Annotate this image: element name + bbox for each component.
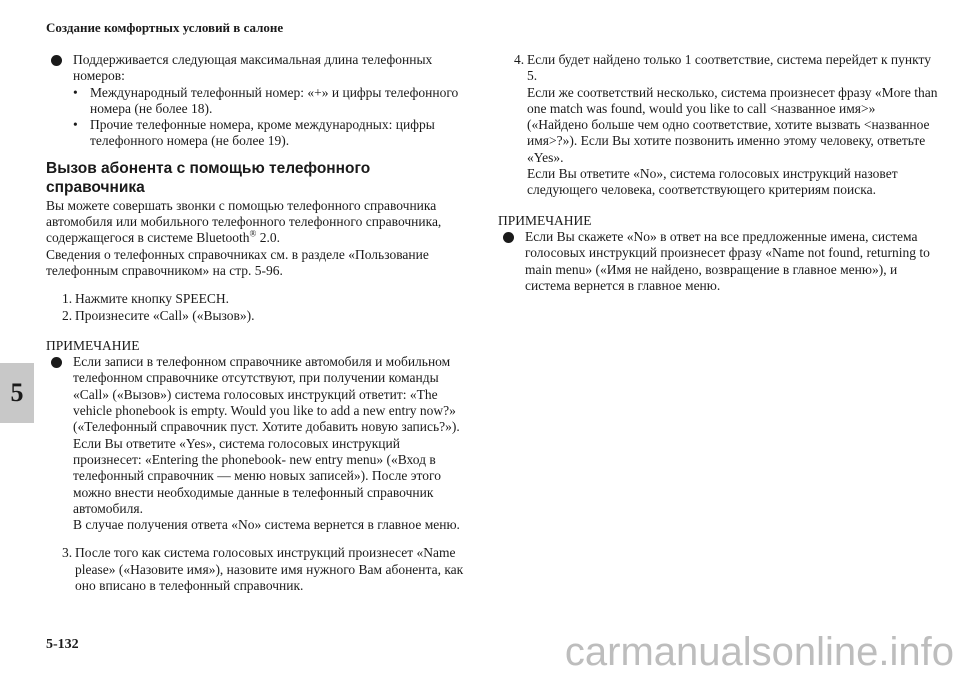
bullet-icon [51,55,62,66]
bullet-text: Поддерживается следующая максимальная длина телефонных номеров: [73,52,433,84]
intro-paragraph [46,198,466,247]
step-number: 1. [62,291,73,307]
note-text: В случае получения ответа «No» система вернется в главное меню. [73,517,460,533]
note-title: ПРИМЕЧАНИЕ [46,337,140,353]
intro-text-end: 2.0. [256,230,281,246]
step-text: Произнесите «Call» («Вызов»). [75,307,255,323]
step-text: После того как система голосовых инструкций произнесет «Name please» («Назовите имя»), назовите имя нужного Вам абонента, как оно вписано в телефонный справочник. [75,545,464,594]
step-text: Нажмите кнопку SPEECH. [75,291,229,307]
step-text: Если будет найдено только 1 соответствие, система перейдет к пункту 5. [527,52,931,84]
bullet-icon [51,357,62,368]
step-item [46,545,466,594]
step-item [498,52,938,199]
step-number: 4. [514,52,525,67]
page-number: 5-132 [46,637,79,652]
sub-bullet-text: Международный телефонный номер: «+» и цифры телефонного номера (не более 18). [90,84,459,116]
intro-text: Вы можете совершать звонки с помощью телефонного справочника автомобиля или мобильного телефонного телефонного справочника, содержащегося в системе Bluetooth [46,197,442,246]
bullet-item [46,52,466,85]
note-bullet-item [498,229,938,294]
note-title: ПРИМЕЧАНИЕ [498,212,592,228]
note-text: Если Вы ответите «Yes», система голосовых инструкций произнесет: «Entering the phonebook- new entry menu» («Вход в телефонный справочник — меню новых записей»). После этого можно внести необходимые данные в телефонный справочник автомобиля. [73,435,441,516]
reference-paragraph: Сведения о телефонных справочниках см. в разделе «Пользование телефонным справочником» на стр. 5-96. [46,246,429,278]
sub-bullet-icon: • [73,84,78,100]
chapter-tab: 5 [0,363,34,423]
sub-bullet-text: Прочие телефонные номера, кроме международных: цифры телефонного номера (не более 19). [90,117,435,149]
bullet-icon [503,232,514,243]
step-item [46,291,466,307]
sub-bullet-item [46,85,466,118]
registered-mark: ® [249,228,257,239]
sub-bullet-icon: • [73,117,78,133]
note-text: Если Вы скажете «No» в ответ на все предложенные имена, система голосовых инструкций произнесет фразу «Name not found, returning to main menu» («Имя не найдено, возвращение в главное меню»), и система вернется в главное меню. [525,228,930,293]
step-number: 3. [62,545,73,561]
sub-bullet-item [46,117,466,150]
step-text: Если же соответствий несколько, система произнесет фразу «More than one match was found, would you like to call <названное имя>» («Найдено больше чем одно соответствие, хотите вызвать <названное имя>?»). Если Вы хотите позвонить именно этому человеку, ответьте «Yes». [527,84,938,165]
note-text: Если записи в телефонном справочнике автомобиля и мобильном телефонном справочнике отсутствуют, при получении команды «Call» («Вызов») система голосовых инструкций ответит: «The vehicle phonebook is empty. Would you like to add a new entry now?» («Телефонный справочник пуст. Хотите добавить новую запись?»). [73,354,460,435]
note-bullet-item [46,354,466,533]
running-header: Создание комфортных условий в салоне [46,20,284,35]
left-column [46,52,466,594]
right-column [498,52,938,294]
watermark-logo: carmanualsonline.info [564,630,954,674]
section-title: Вызов абонента с помощью телефонного справочника [46,159,371,196]
step-text: Если Вы ответите «No», система голосовых инструкций назовет следующего человека, соответствующего критериям поиска. [527,166,898,198]
step-item [46,308,466,324]
step-number: 2. [62,307,73,323]
